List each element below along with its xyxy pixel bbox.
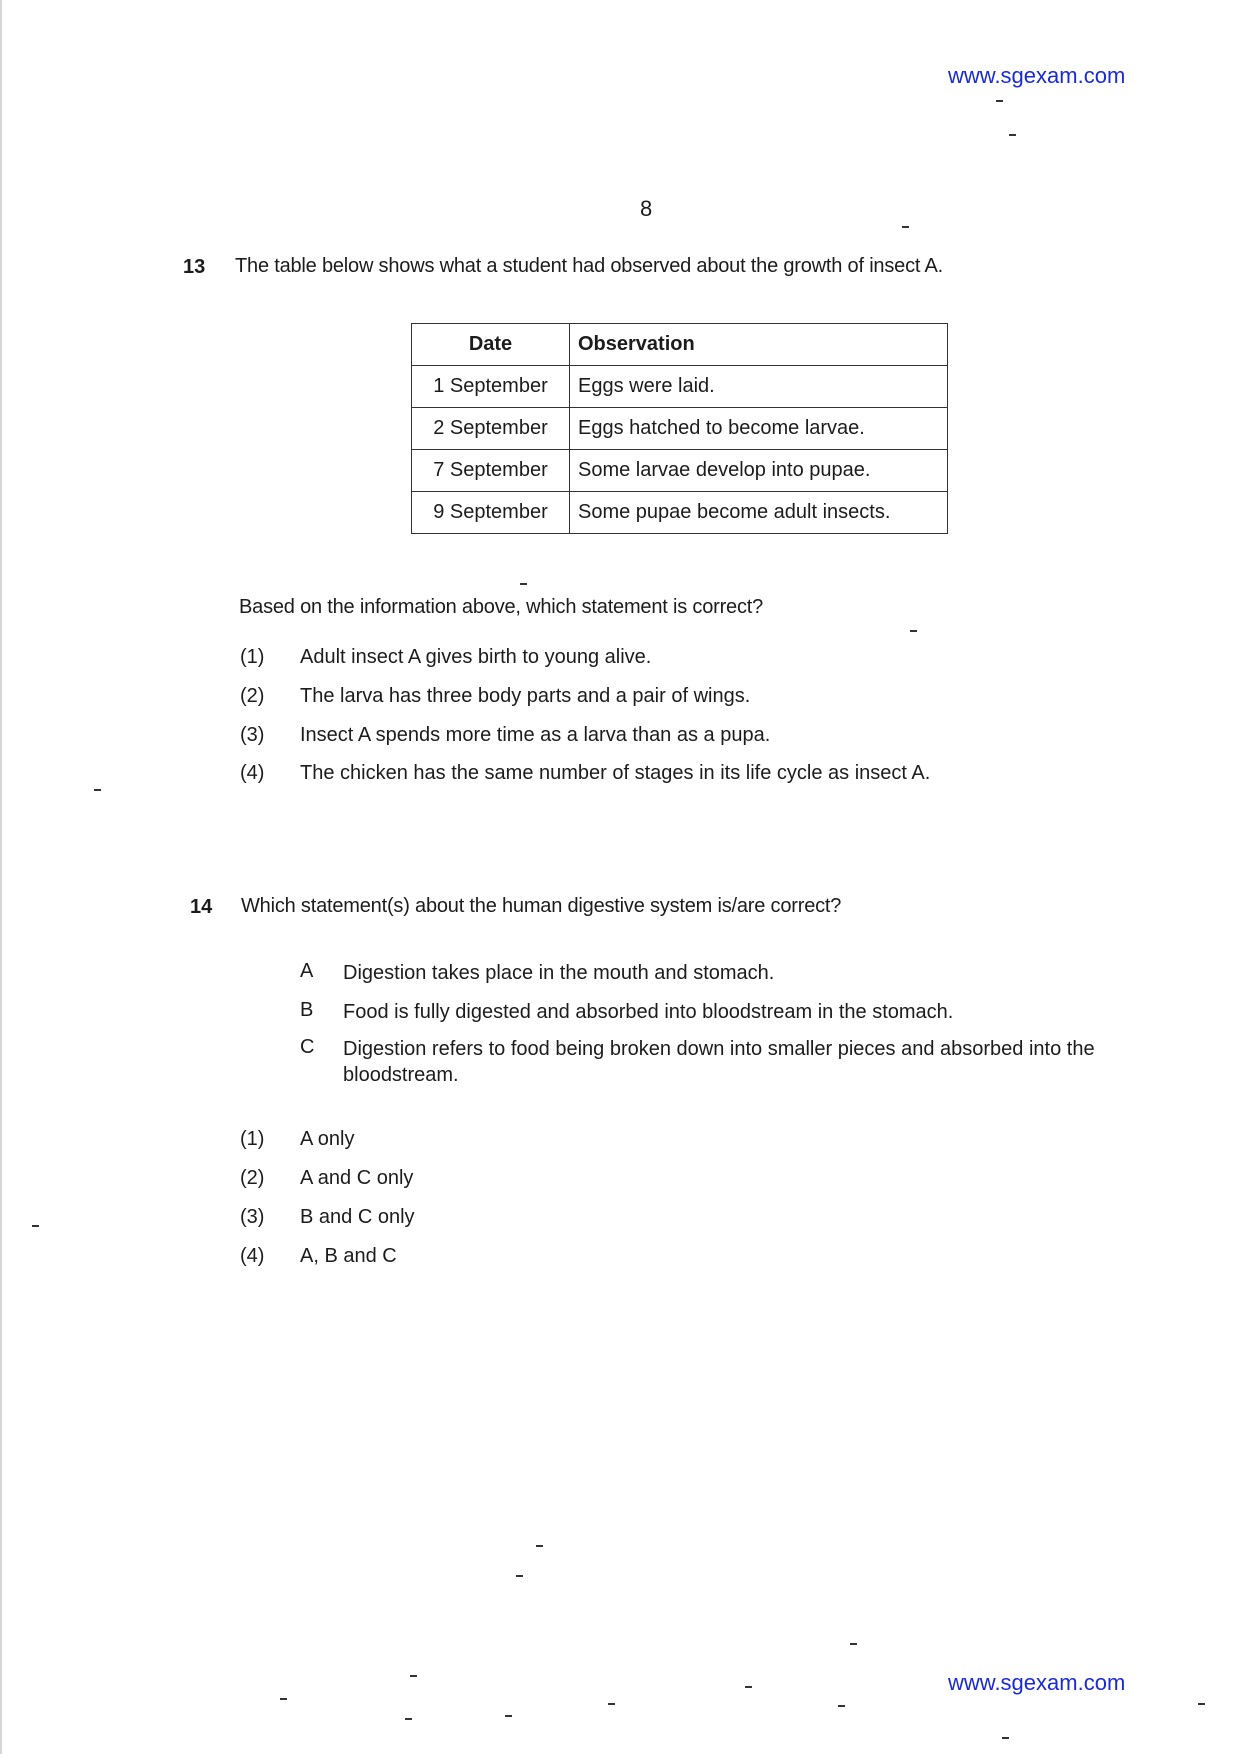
- option-text: A only: [300, 1128, 355, 1150]
- date-cell: 9 September: [412, 492, 570, 534]
- option-text: B and C only: [300, 1206, 415, 1228]
- scan-speck: [405, 1718, 412, 1720]
- page-edge: [0, 0, 2, 1754]
- scan-speck: [94, 789, 101, 791]
- option-text: The chicken has the same number of stages in its life cycle as insect A.: [300, 762, 931, 784]
- statement-text: Digestion takes place in the mouth and stomach.: [343, 962, 775, 984]
- table-row: [412, 408, 948, 450]
- statement-text: Digestion refers to food being broken down into smaller pieces and absorbed into the bloodstream.: [343, 1038, 1095, 1086]
- table-row: [412, 492, 948, 534]
- scan-speck: [902, 226, 909, 228]
- option-label: (1): [240, 646, 265, 668]
- scan-speck: [280, 1698, 287, 1700]
- scan-speck: [850, 1643, 857, 1645]
- scan-speck: [32, 1225, 39, 1227]
- observation-table: [411, 323, 948, 534]
- question-13-option-1: [240, 646, 651, 669]
- option-label: (3): [240, 1206, 265, 1228]
- observation-cell: Some larvae develop into pupae.: [570, 450, 948, 492]
- scan-speck: [910, 630, 917, 632]
- page-number: 8: [640, 196, 653, 221]
- option-text: Adult insect A gives birth to young alive.: [300, 646, 652, 668]
- question-14-option-4: [240, 1245, 397, 1268]
- question-14-statement-c: [300, 1036, 1103, 1088]
- date-cell: 1 September: [412, 366, 570, 408]
- question-13-option-3: [240, 724, 770, 747]
- option-text: The larva has three body parts and a pair of wings.: [300, 685, 751, 707]
- scan-speck: [505, 1715, 512, 1717]
- question-14-option-3: [240, 1206, 415, 1229]
- scan-speck: [1009, 134, 1016, 136]
- scan-speck: [608, 1703, 615, 1705]
- scan-speck: [410, 1675, 417, 1677]
- question-13-stem: The table below shows what a student had observed about the growth of insect A.: [235, 255, 943, 277]
- footer-site-link[interactable]: www.sgexam.com: [948, 1670, 1126, 1695]
- question-14-stem: Which statement(s) about the human digestive system is/are correct?: [241, 895, 842, 917]
- date-cell: 7 September: [412, 450, 570, 492]
- option-text: Insect A spends more time as a larva than as a pupa.: [300, 724, 771, 746]
- option-text: A, B and C: [300, 1245, 397, 1267]
- scan-speck: [536, 1545, 543, 1547]
- scan-speck: [996, 100, 1003, 102]
- statement-text: Food is fully digested and absorbed into bloodstream in the stomach.: [343, 1001, 954, 1023]
- scan-speck: [1198, 1703, 1205, 1705]
- scan-speck: [745, 1686, 752, 1688]
- statement-label: C: [300, 1036, 315, 1058]
- option-text: A and C only: [300, 1167, 414, 1189]
- column-header-observation: Observation: [570, 324, 948, 366]
- question-14-statement-a: [300, 960, 1103, 986]
- scan-speck: [838, 1705, 845, 1707]
- statement-label: A: [300, 960, 314, 982]
- question-13-option-2: [240, 685, 750, 708]
- option-label: (2): [240, 685, 265, 707]
- question-13-prompt: Based on the information above, which statement is correct?: [239, 596, 764, 618]
- table-row: [412, 366, 948, 408]
- question-14-option-2: [240, 1167, 413, 1190]
- table-row: [412, 450, 948, 492]
- question-13-number: 13: [183, 256, 206, 278]
- option-label: (4): [240, 1245, 265, 1267]
- observation-cell: Eggs hatched to become larvae.: [570, 408, 948, 450]
- table-header-row: [412, 324, 948, 366]
- date-cell: 2 September: [412, 408, 570, 450]
- option-label: (3): [240, 724, 265, 746]
- scan-speck: [1002, 1737, 1009, 1739]
- scan-speck: [516, 1575, 523, 1577]
- option-label: (2): [240, 1167, 265, 1189]
- header-site-link[interactable]: www.sgexam.com: [948, 63, 1126, 88]
- statement-label: B: [300, 999, 314, 1021]
- question-14-number: 14: [190, 896, 213, 918]
- option-label: (1): [240, 1128, 265, 1150]
- scan-speck: [520, 583, 527, 585]
- option-label: (4): [240, 762, 265, 784]
- question-14-statement-b: [300, 999, 1103, 1025]
- question-14-option-1: [240, 1128, 354, 1151]
- column-header-date: Date: [412, 324, 570, 366]
- observation-cell: Eggs were laid.: [570, 366, 948, 408]
- question-13-option-4: [240, 762, 930, 785]
- observation-cell: Some pupae become adult insects.: [570, 492, 948, 534]
